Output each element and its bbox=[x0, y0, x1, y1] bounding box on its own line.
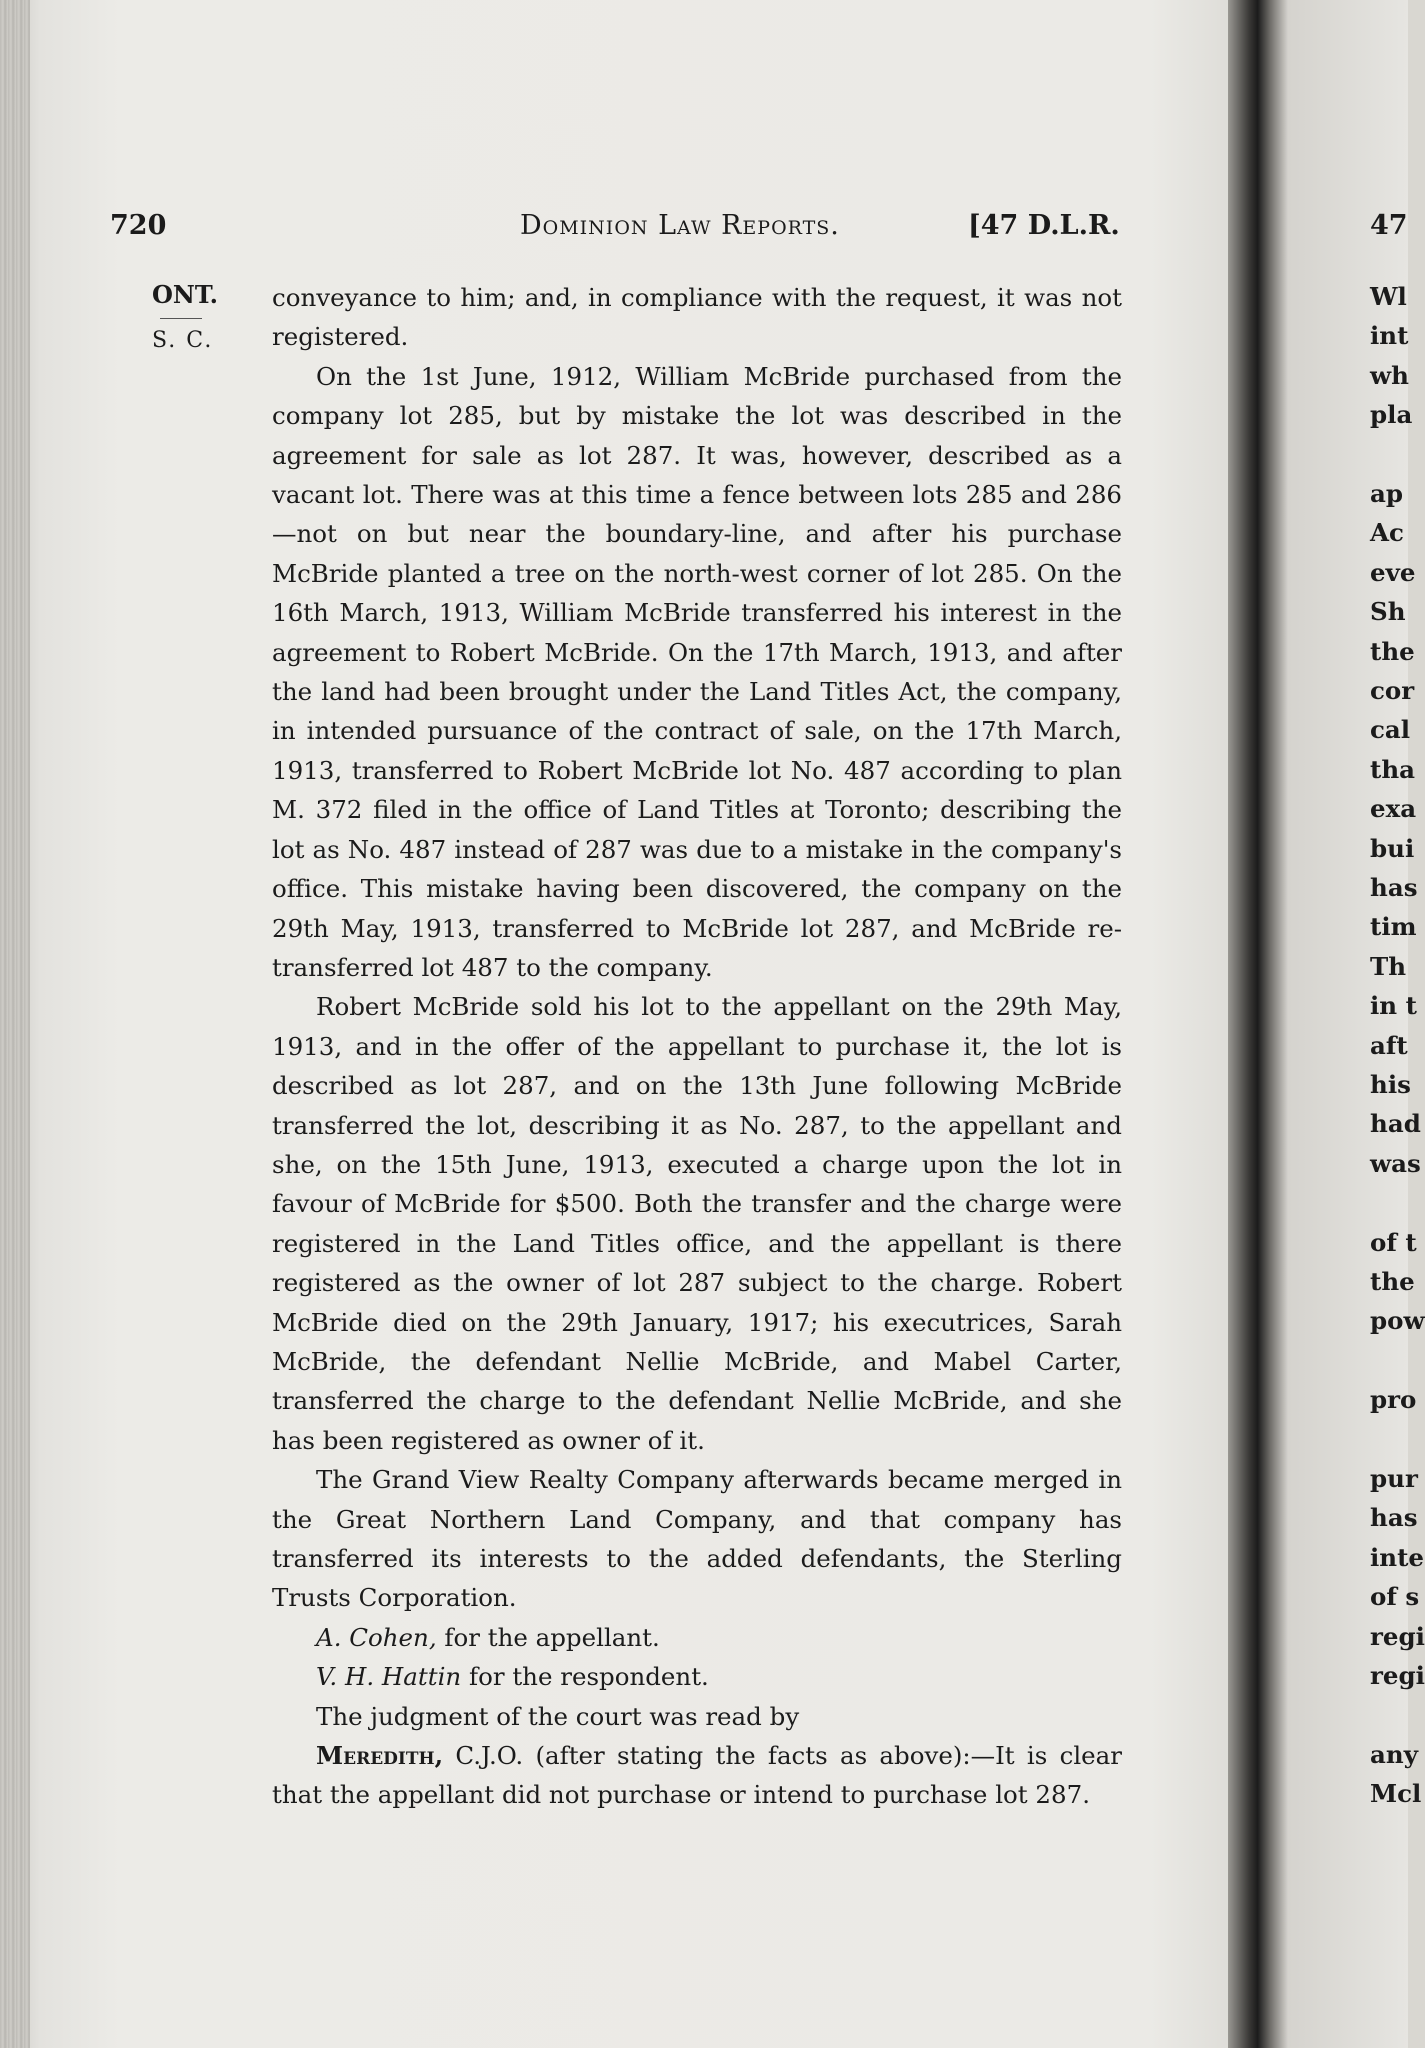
counsel-respondent-role: for the respondent. bbox=[461, 1662, 709, 1692]
right-page-line-fragment: of s bbox=[1370, 1582, 1420, 1612]
page-number: 720 bbox=[110, 210, 167, 241]
right-page-line-fragment: had bbox=[1370, 1109, 1421, 1139]
margin-division: S. C. bbox=[152, 328, 214, 353]
counsel-appellant-name: A. Cohen, bbox=[316, 1622, 437, 1652]
right-page-line-fragment: pla bbox=[1370, 400, 1413, 430]
right-page-line-fragment: of t bbox=[1370, 1227, 1417, 1257]
right-page-line-fragment: inte bbox=[1370, 1542, 1425, 1572]
paragraph-5 bbox=[272, 1736, 1122, 1815]
body-text bbox=[272, 278, 1122, 1815]
judgment-intro: The judgment of the court was read by bbox=[316, 1701, 800, 1731]
paragraph-2: On the 1st June, 1912, William McBride purchased from the company lot 285, but by mistake the lot was described in the agreement for sale as lot 287. It was, however, described as a vacant lot. There was at this time a fence between lots 285 and 286—not on but near the boundary-line, and after his purchase McBride planted a tree on the north-west corner of lot 285. On the 16th March, 1913, William McBride transferred his interest in the agreement to Robert McBride. On the 17th March, 1913, and after the land had been brought under the Land Titles Act, the company, in intended pursuance of the contract of sale, on the 17th March, 1913, transferred to Robert McBride lot No. 487 according to plan M. 372 filed in the office of Land Titles at Toronto; describing the lot as No. 487 instead of 287 was due to a mistake in the company's office. This mistake having been discovered, the company on the 29th May, 1913, transferred to McBride lot 287, and McBride re-transferred lot 487 to the company. bbox=[272, 361, 1122, 982]
margin-court: ONT. bbox=[152, 280, 218, 309]
right-page-line-fragment: cor bbox=[1370, 676, 1415, 705]
right-page-line-fragment: regi bbox=[1370, 1621, 1425, 1651]
right-page-line-fragment: cal bbox=[1370, 715, 1411, 745]
right-page-line-fragment: int bbox=[1370, 321, 1409, 351]
right-page-line-fragment: pow bbox=[1370, 1306, 1425, 1336]
book-gutter bbox=[1228, 0, 1258, 2048]
right-page-number: 47 bbox=[1370, 210, 1408, 241]
right-page-line-fragment: regi bbox=[1370, 1661, 1425, 1690]
right-page bbox=[1258, 0, 1425, 2048]
right-page-line-fragment: ap bbox=[1370, 479, 1404, 508]
paragraph-3: Robert McBride sold his lot to the appellant on the 29th May, 1913, and in the offer of the appellant to purchase it, the lot is described as lot 287, and on the 13th June following McBride transferred the lot, describing it as No. 287, to the appellant and she, on the 15th June, 1913, executed a charge upon the lot in favour of McBride for $500. Both the transfer and the charge were registered in the Land Titles office, and the appellant is there registered as the owner of lot 287 subject to the charge. Robert McBride died on the 29th January, 1917; his executrices, Sarah McBride, the defendant Nellie McBride, and Mabel Carter, transferred the charge to the defendant Nellie McBride, and she has been registered as owner of it. bbox=[272, 992, 1122, 1455]
right-page-line-fragment: pro bbox=[1370, 1385, 1417, 1415]
right-page-line-fragment: tha bbox=[1370, 754, 1416, 784]
binding-edge bbox=[0, 0, 30, 2048]
right-page-line-fragment: pur bbox=[1370, 1464, 1418, 1493]
right-page-line-fragment: wh bbox=[1370, 360, 1409, 390]
right-page-line-fragment: has bbox=[1370, 1503, 1418, 1533]
right-page-line-fragment: Th bbox=[1370, 951, 1407, 981]
margin-divider bbox=[160, 318, 202, 319]
paragraph-5-text: C.J.O. (after stating the facts as above):—It is clear that the appellant did not purchase or intend to purchase lot 287. bbox=[272, 1741, 1122, 1810]
right-page-line-fragment: any bbox=[1370, 1739, 1418, 1769]
volume-citation: [47 D.L.R. bbox=[968, 210, 1120, 241]
right-page-line-fragment: Sh bbox=[1370, 597, 1406, 627]
counsel-appellant bbox=[272, 1618, 1122, 1657]
counsel-respondent-name: V. H. Hattin bbox=[316, 1662, 462, 1692]
right-page-line-fragment: aft bbox=[1370, 1030, 1408, 1060]
right-page-line-fragment: has bbox=[1370, 873, 1418, 902]
running-title: Dominion Law Reports. bbox=[520, 210, 840, 241]
counsel-respondent bbox=[272, 1657, 1122, 1696]
right-page-line-fragment: exa bbox=[1370, 794, 1417, 824]
paragraph-1: conveyance to him; and, in compliance with the request, it was not registered. bbox=[272, 283, 1122, 352]
right-page-line-fragment: the bbox=[1370, 636, 1415, 666]
right-page-line-fragment: the bbox=[1370, 1267, 1415, 1296]
right-page-line-fragment: his bbox=[1370, 1070, 1411, 1099]
right-page-line-fragment: eve bbox=[1370, 557, 1416, 587]
judge-name: Meredith, bbox=[316, 1741, 444, 1771]
right-page-line-fragment: Wl bbox=[1370, 282, 1407, 311]
counsel-appellant-role: for the appellant. bbox=[436, 1622, 660, 1652]
right-page-line-fragment: Ac bbox=[1370, 518, 1404, 548]
right-page-line-fragment: Mcl bbox=[1370, 1779, 1422, 1809]
paragraph-4: The Grand View Realty Company afterwards became merged in the Great Northern Land Company, and that company has transferred its interests to the added defendants, the Sterling Trusts Corporation. bbox=[272, 1465, 1122, 1613]
right-page-line-fragment: was bbox=[1370, 1148, 1421, 1178]
right-page-line-fragment: bui bbox=[1370, 833, 1415, 863]
right-page-line-fragment: tim bbox=[1370, 912, 1417, 942]
right-page-line-fragment: in t bbox=[1370, 991, 1417, 1021]
